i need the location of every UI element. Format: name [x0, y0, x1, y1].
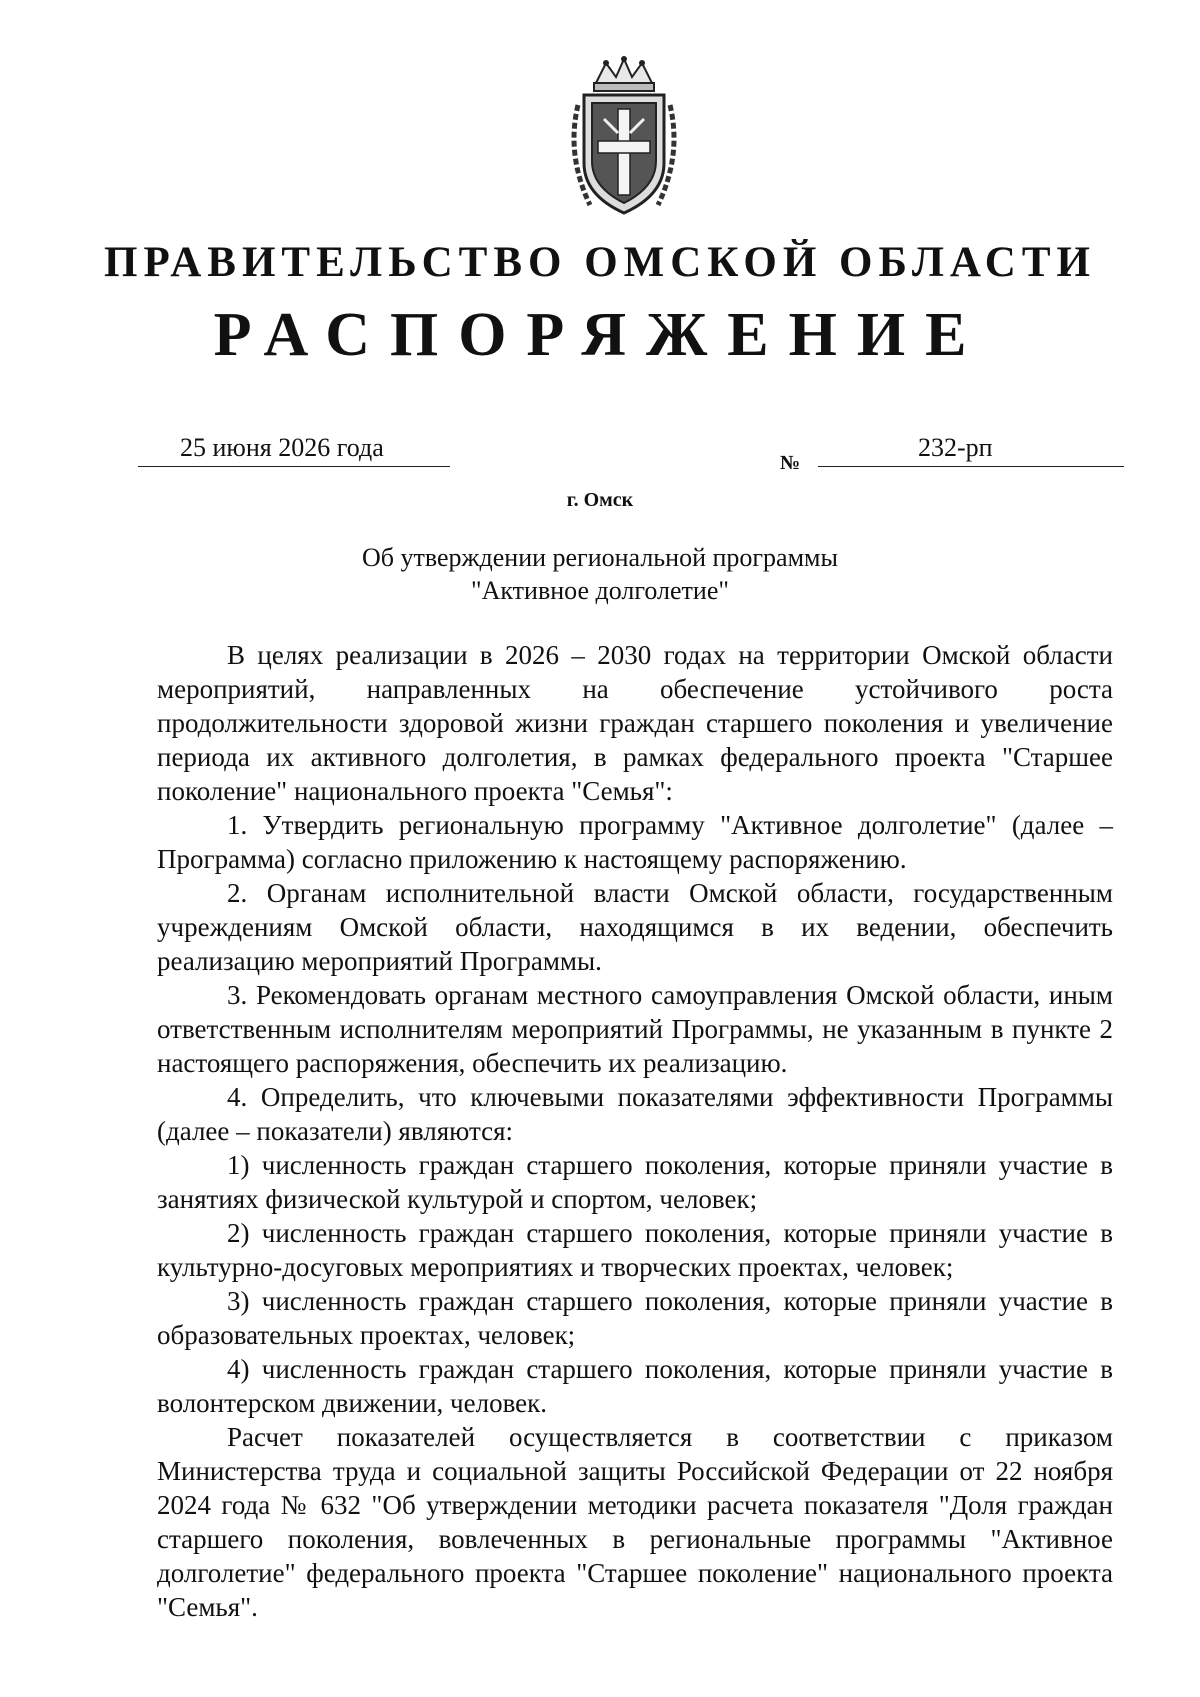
body-paragraph: Расчет показателей осуществляется в соответствии с приказом Министерства труда и социальной защиты Российской Федерации от 22 ноября 2024 года № 632 "Об утверждении методики расчета показателя "Доля граждан старшего поколения, вовлеченных в региональные программы "Активное долголетие" федерального проекта "Старшее поколение" национального проекта "Семья". — [157, 1422, 1113, 1622]
body-paragraph: 1) численность граждан старшего поколения, которые приняли участие в занятиях физической культурой и спортом, человек; — [157, 1150, 1113, 1214]
body-paragraph: 4) численность граждан старшего поколения, которые приняли участие в волонтерском движении, человек. — [157, 1354, 1113, 1418]
document-type-title: РАСПОРЯЖЕНИЕ — [213, 301, 987, 369]
document-number: 232-рп — [918, 433, 993, 462]
body-paragraph: 2) численность граждан старшего поколения, которые приняли участие в культурно-досуговых мероприятиях и творческих проектах, человек; — [157, 1218, 1113, 1282]
body-paragraph: 3. Рекомендовать органам местного самоуправления Омской области, иным ответственным исполнителям мероприятий Программы, не указанным в пункте 2 настоящего распоряжения, обеспечить их реализацию. — [157, 980, 1113, 1078]
body-paragraph: 3) численность граждан старшего поколения, которые приняли участие в образовательных проектах, человек; — [157, 1286, 1113, 1350]
number-sign: № — [780, 452, 801, 474]
body-paragraph: 1. Утвердить региональную программу "Активное долголетие" (далее – Программа) согласно приложению к настоящему распоряжению. — [157, 810, 1113, 874]
date-underline — [138, 466, 450, 467]
number-underline — [818, 466, 1124, 467]
subject-line-1: Об утверждении региональной программы — [362, 543, 838, 572]
body-paragraph: 4. Определить, что ключевыми показателями эффективности Программы (далее – показатели) являются: — [157, 1082, 1113, 1146]
document-body — [157, 638, 1113, 1624]
body-paragraph: В целях реализации в 2026 – 2030 годах на территории Омской области мероприятий, направленных на обеспечение устойчивого роста продолжительности здоровой жизни граждан старшего поколения и увеличение периода их активного долголетия, в рамках федерального проекта "Старшее поколение" национального проекта "Семья": — [157, 640, 1113, 806]
document-date: 25 июня 2026 года — [180, 433, 384, 462]
coat-of-arms-emblem — [560, 55, 688, 220]
subject-line-2: "Активное долголетие" — [471, 576, 729, 605]
city: г. Омск — [566, 489, 634, 511]
body-paragraph: 2. Органам исполнительной власти Омской области, государственным учреждениям Омской области, находящимся в их ведении, обеспечить реализацию мероприятий Программы. — [157, 878, 1113, 976]
government-title: ПРАВИТЕЛЬСТВО ОМСКОЙ ОБЛАСТИ — [104, 239, 1096, 286]
